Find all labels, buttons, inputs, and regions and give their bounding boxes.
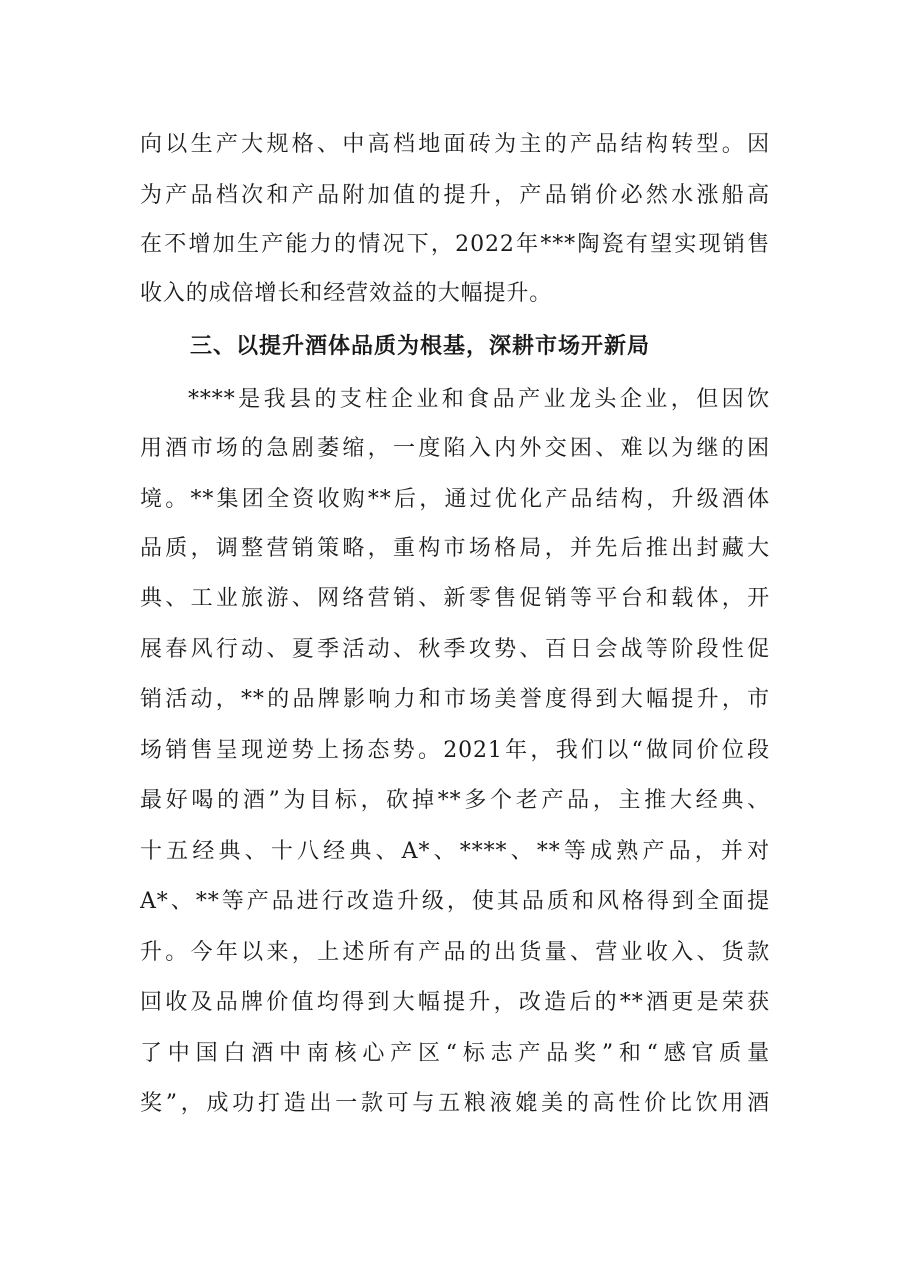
paragraph-line: 最好喝的酒”为目标，砍掉**多个老产品，主推大经典、 bbox=[140, 788, 770, 813]
paragraph-line: 升。今年以来，上述所有产品的出货量、营业收入、货款 bbox=[140, 940, 770, 965]
paragraph-line: 十五经典、十八经典、A*、****、**等成熟产品，并对 bbox=[140, 839, 770, 864]
paragraph-line: A*、**等产品进行改造升级，使其品质和风格得到全面提 bbox=[140, 889, 770, 914]
paragraph-line: 销活动，**的品牌影响力和市场美誉度得到大幅提升，市 bbox=[140, 687, 770, 712]
paragraph-line: 为产品档次和产品附加值的提升，产品销价必然水涨船高 bbox=[140, 183, 770, 208]
paragraph-line: 了中国白酒中南核心产区“标志产品奖”和“感官质量 bbox=[140, 1041, 770, 1066]
section-heading: 三、以提升酒体品质为根基，深耕市场开新局 bbox=[190, 334, 651, 359]
paragraph-line: 奖”，成功打造出一款可与五粮液媲美的高性价比饮用酒 bbox=[140, 1091, 770, 1116]
paragraph-line: 向以生产大规格、中高档地面砖为主的产品结构转型。因 bbox=[140, 132, 770, 157]
paragraph-line: 收入的成倍增长和经营效益的大幅提升。 bbox=[140, 281, 553, 306]
paragraph-line: 回收及品牌价值均得到大幅提升，改造后的**酒更是荣获 bbox=[140, 990, 770, 1015]
paragraph-line: 境。**集团全资收购**后，通过优化产品结构，升级酒体 bbox=[140, 487, 770, 512]
paragraph-line: 典、工业旅游、网络营销、新零售促销等平台和载体，开 bbox=[140, 586, 770, 611]
paragraph-line: 在不增加生产能力的情况下，2022年***陶瓷有望实现销售 bbox=[140, 232, 770, 257]
paragraph-line: 品质，调整营销策略，重构市场格局，并先后推出封藏大 bbox=[140, 536, 770, 561]
paragraph-line: ****是我县的支柱企业和食品产业龙头企业，但因饮 bbox=[188, 387, 770, 412]
paragraph-line: 用酒市场的急剧萎缩，一度陷入内外交困、难以为继的困 bbox=[140, 436, 770, 461]
paragraph-line: 场销售呈现逆势上扬态势。2021年，我们以“做同价位段 bbox=[140, 738, 770, 763]
paragraph-line: 展春风行动、夏季活动、秋季攻势、百日会战等阶段性促 bbox=[140, 637, 770, 662]
